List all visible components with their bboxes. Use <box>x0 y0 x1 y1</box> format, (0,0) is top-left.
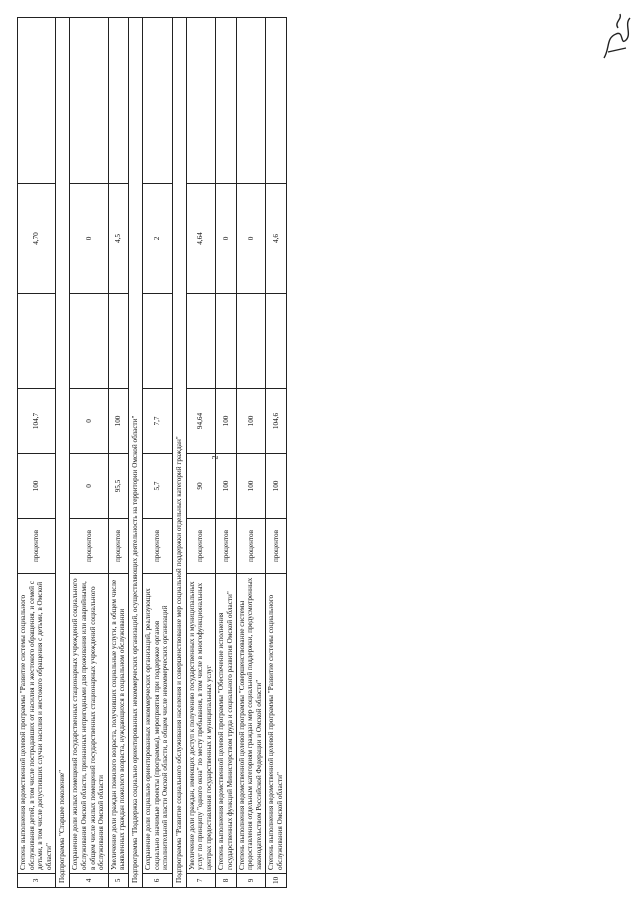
indicator-name: Увеличение доли граждан пожилого возраста, получивших социальные услуги, в общем числе выявленных граждан пожилого возраста, нуждающихся в социальном обслуживании <box>108 574 129 874</box>
value-cell <box>216 18 237 184</box>
unit-cell: процентов <box>70 519 108 574</box>
value-cell: 94,64 <box>186 389 216 454</box>
value-cell: 4,70 <box>18 184 56 294</box>
value-cell <box>108 18 129 184</box>
indicator-name: Степень выполнения ведомственной целевой программы "Совершенствование системы предоставления отдельным категориям граждан мер социальной поддержки, предусмотренных законодательством Российской Федерации и Омской области" <box>236 574 266 874</box>
section-title: Подпрограмма "Развитие социального обслуживания населения и совершенствование мер социальной поддержки отдельных категорий граждан" <box>172 18 186 888</box>
unit-cell: процентов <box>266 519 287 574</box>
value-cell: 104,6 <box>266 389 287 454</box>
value-cell: 100 <box>236 454 266 519</box>
section-row <box>172 18 186 888</box>
value-cell <box>186 294 216 389</box>
value-cell: 5,7 <box>143 454 173 519</box>
row-number: 4 <box>70 874 108 888</box>
value-cell: 100 <box>236 389 266 454</box>
value-cell: 2 <box>143 184 173 294</box>
table-row <box>216 18 237 888</box>
unit-cell: процентов <box>18 519 56 574</box>
value-cell <box>236 294 266 389</box>
value-cell <box>266 294 287 389</box>
indicator-name: Степень выполнения ведомственной целевой программы "Развитие системы социального обслуживания Омской области" <box>266 574 287 874</box>
table-row <box>186 18 216 888</box>
value-cell <box>70 18 108 184</box>
section-title: Подпрограмма "Старшее поколение" <box>56 18 70 888</box>
value-cell: 100 <box>216 454 237 519</box>
table-row <box>70 18 108 888</box>
value-cell <box>108 294 129 389</box>
value-cell: 0 <box>70 184 108 294</box>
table-row <box>108 18 129 888</box>
indicator-name: Степень выполнения ведомственной целевой программы "Обеспечение исполнения государственных функций Министерством труда и социального развития Омской области" <box>216 574 237 874</box>
value-cell: 100 <box>216 389 237 454</box>
value-cell: 4,5 <box>108 184 129 294</box>
unit-cell: процентов <box>186 519 216 574</box>
indicator-name: Увеличение доли граждан, имеющих доступ к получению государственных и муниципальных услуг по принципу "одного окна" по месту пребывания, в том числе в многофункциональных центрах предоставления государственных и муниципальных услуг <box>186 574 216 874</box>
unit-cell: процентов <box>236 519 266 574</box>
row-number: 9 <box>236 874 266 888</box>
value-cell <box>266 18 287 184</box>
value-cell <box>236 18 266 184</box>
value-cell: 104,7 <box>18 389 56 454</box>
row-number: 8 <box>216 874 237 888</box>
value-cell <box>216 294 237 389</box>
value-cell: 100 <box>18 454 56 519</box>
unit-cell: процентов <box>216 519 237 574</box>
row-number: 5 <box>108 874 129 888</box>
signature-mark <box>596 8 636 68</box>
value-cell: 4,64 <box>186 184 216 294</box>
indicators-table <box>17 17 287 888</box>
rotated-table-wrapper <box>17 18 287 888</box>
value-cell <box>186 18 216 184</box>
page-number: 2 <box>210 455 220 460</box>
value-cell <box>143 294 173 389</box>
value-cell: 7,7 <box>143 389 173 454</box>
value-cell: 100 <box>266 454 287 519</box>
section-row <box>129 18 143 888</box>
table-row <box>236 18 266 888</box>
value-cell <box>18 294 56 389</box>
row-number: 3 <box>18 874 56 888</box>
row-number: 7 <box>186 874 216 888</box>
value-cell <box>70 294 108 389</box>
value-cell <box>18 18 56 184</box>
indicator-name: Сохранение доли социально ориентированных некоммерческих организаций, реализующих социально значимые проекты (программы), мероприятия при поддержке органов исполнительной власти Омской области, в общем числе некоммерческих организаций <box>143 574 173 874</box>
table-row <box>266 18 287 888</box>
unit-cell: процентов <box>143 519 173 574</box>
table-row <box>18 18 56 888</box>
table-row <box>143 18 173 888</box>
indicator-name: Сохранение доли жилых помещений государственных стационарных учреждений социального обслуживания Омской области, признанных непригодными для проживания или аварийными, в общем числе жилых помещений государственных стационарных учреждений социального обслуживания Омской области <box>70 574 108 874</box>
row-number: 10 <box>266 874 287 888</box>
value-cell: 0 <box>216 184 237 294</box>
row-number: 6 <box>143 874 173 888</box>
value-cell: 0 <box>70 389 108 454</box>
value-cell: 0 <box>236 184 266 294</box>
value-cell: 95,5 <box>108 454 129 519</box>
value-cell: 90 <box>186 454 216 519</box>
value-cell: 100 <box>108 389 129 454</box>
section-title: Подпрограмма "Поддержка социально ориентированных некоммерческих организаций, осуществляющих деятельность на территории Омской области" <box>129 18 143 888</box>
value-cell <box>143 18 173 184</box>
indicator-name: Степень выполнения ведомственной целевой программы "Развитие системы социального обслуживания детей, в том числе пострадавших от насилия и жестокого обращения, и семей с детьми, в том числе допустивших случаи насилия и жестокого обращения с детьми, в Омской области" <box>18 574 56 874</box>
value-cell: 0 <box>70 454 108 519</box>
value-cell: 4,6 <box>266 184 287 294</box>
unit-cell: процентов <box>108 519 129 574</box>
section-row <box>56 18 70 888</box>
